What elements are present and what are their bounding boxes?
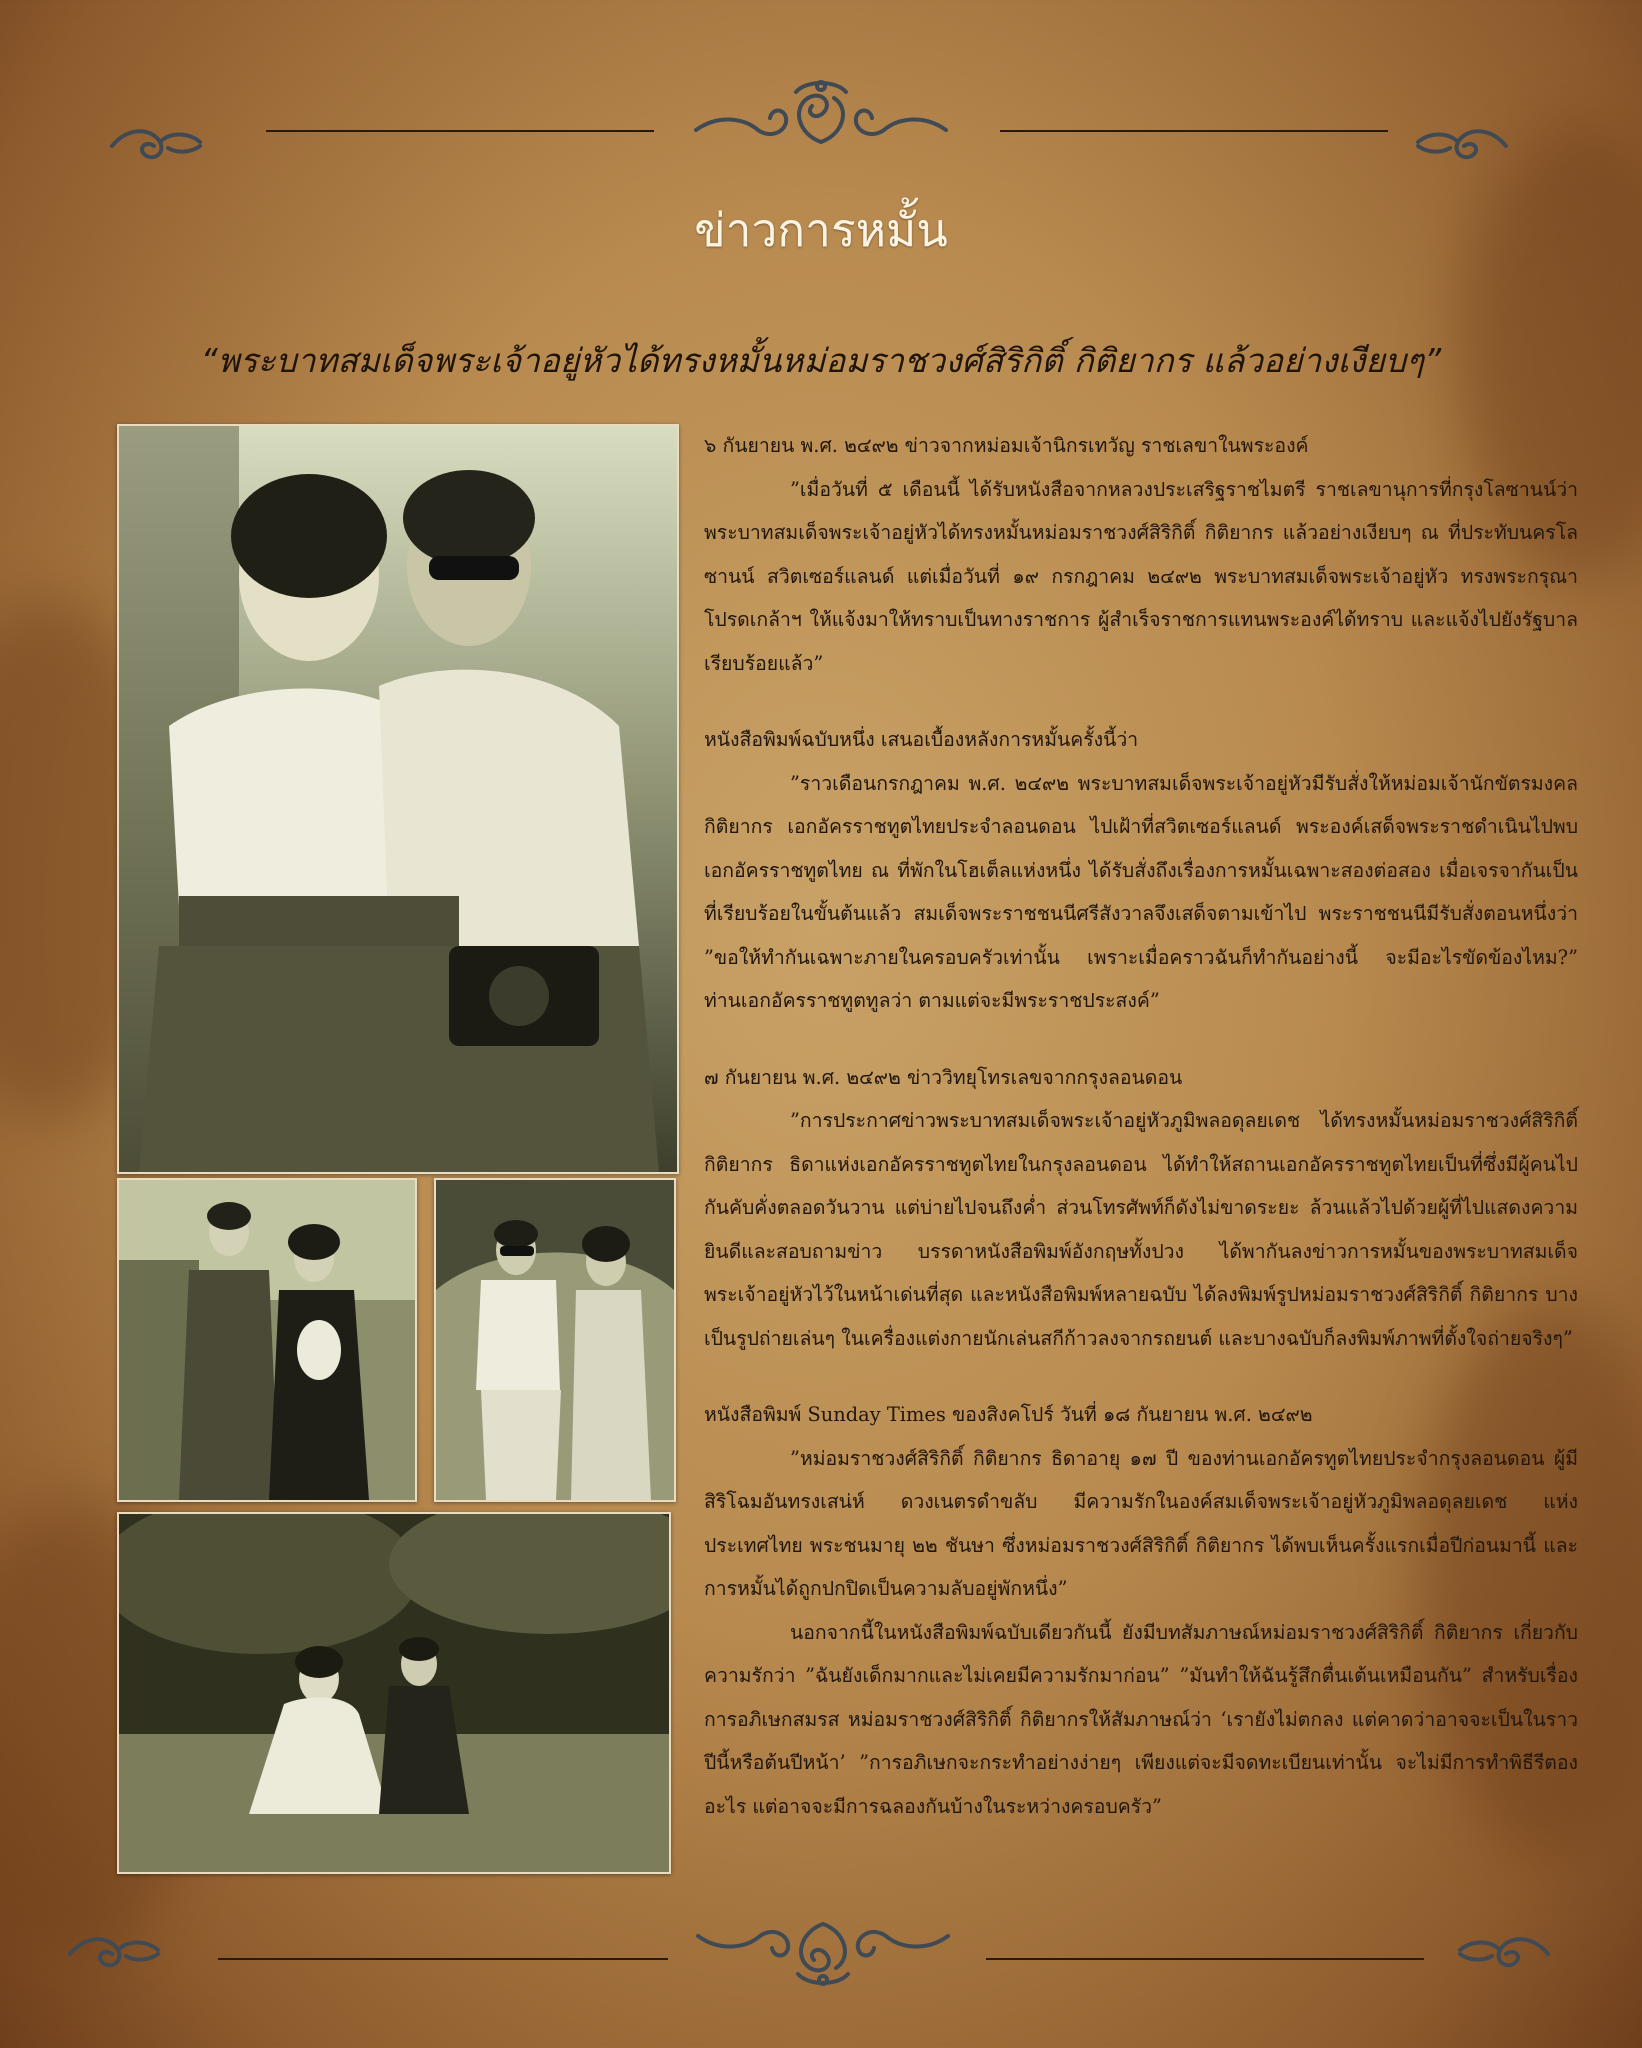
divider-line bbox=[1000, 130, 1388, 132]
photo-couple-sitting-on-grass bbox=[117, 1512, 671, 1874]
divider-line bbox=[218, 1958, 668, 1960]
section-paragraph: ”หม่อมราชวงศ์สิริกิติ์ กิติยากร ธิดาอายุ ๑๗ ปี ของท่านเอกอัครทูตไทยประจำกรุงลอนดอน ผู้มีสิริโฉมอันทรงเสน่ห์ ดวงเนตรดำขลับ มีความรักในองค์สมเด็จพระเจ้าอยู่หัวภูมิพลอดุลยเดช แห่งประเทศไทย พระชนมายุ ๒๒ ชันษา ซึ่งหม่อมราชวงศ์สิริกิติ์ กิติยากร ได้พบเห็นครั้งแรกเมื่อปีก่อนมานี้ และการหมั้นได้ถูกปกปิดเป็นความลับอยู่พักหนึ่ง” bbox=[704, 1446, 1578, 1600]
section-paragraph: ”ราวเดือนกรกฎาคม พ.ศ. ๒๔๙๒ พระบาทสมเด็จพระเจ้าอยู่หัวมีรับสั่งให้หม่อมเจ้านักขัตรมงคล กิติยากร เอกอัครราชทูตไทยประจำลอนดอน ไปเฝ้าที่สวิตเซอร์แลนด์ พระองค์เสด็จพระราชดำเนินไปพบเอกอัครราชทูตไทย ณ ที่พักในโฮเต็ลแห่งหนึ่ง ได้รับสั่งถึงเรื่องการหมั้นเฉพาะสองต่อสอง เมื่อเจรจากันเป็นที่เรียบร้อยในขั้นต้นแล้ว สมเด็จพระราชชนนีศรีสังวาลจึงเสด็จตามเข้าไป พระราชชนนีมีรับสั่งตอนหนึ่งว่า ”ขอให้ทำกันเฉพาะภายในครอบครัวเท่านั้น เพราะเมื่อคราวฉันก็ทำกันอย่างนี้ จะมีอะไรขัดข้องไหม?” ท่านเอกอัครราชทูตทูลว่า ตามแต่จะมีพระราชประสงค์” bbox=[704, 771, 1578, 1012]
section-paragraph: นอกจากนี้ในหนังสือพิมพ์ฉบับเดียวกันนี้ ยังมีบทสัมภาษณ์หม่อมราชวงศ์สิริกิติ์ กิติยากร เกี่ยวกับความรักว่า ”ฉันยังเด็กมากและไม่เคยมีความรักมาก่อน” ”มันทำให้ฉันรู้สึกตื่นเต้นเหมือนกัน” สำหรับเรื่องการอภิเษกสมรส หม่อมราชวงศ์สิริกิติ์ กิติยากรให้สัมภาษณ์ว่า ‘เรายังไม่ตกลง แต่คาดว่าอาจจะเป็นในราวปีนี้หรือต้นปีหน้า’ ”การอภิเษกจะกระทำอย่างง่ายๆ เพียงแต่จะมีจดทะเบียนเท่านั้น จะไม่มีการทำพิธีรีตองอะไร แต่อาจจะมีการฉลองกันบ้างในระหว่างครอบครัว” bbox=[704, 1620, 1578, 1818]
corner-flourish-icon bbox=[66, 1926, 162, 1978]
center-flourish-icon bbox=[688, 74, 954, 148]
news-section bbox=[704, 718, 1578, 1023]
photo-couple-standing-outdoors bbox=[434, 1178, 676, 1502]
divider-line bbox=[266, 130, 654, 132]
section-heading: หนังสือพิมพ์ Sunday Times ของสิงคโปร์ วันที่ ๑๘ กันยายน พ.ศ. ๒๔๙๒ bbox=[704, 1403, 1313, 1426]
divider-line bbox=[986, 1958, 1424, 1960]
section-paragraph: ”การประกาศข่าวพระบาทสมเด็จพระเจ้าอยู่หัวภูมิพลอดุลยเดช ได้ทรงหมั้นหม่อมราชวงศ์สิริกิติ์ กิติยากร ธิดาแห่งเอกอัครราชทูตไทยในกรุงลอนดอน ได้ทำให้สถานเอกอัครราชทูตไทยเป็นที่ซึ่งมีผู้คนไปกันคับคั่งตลอดวันวาน แต่บ่ายไปจนถึงค่ำ ส่วนโทรศัพท์ก็ดังไม่ขาดระยะ ล้วนแล้วไปด้วยผู้ที่ไปแสดงความยินดีและสอบถามข่าว บรรดาหนังสือพิมพ์อังกฤษทั้งปวง ได้พากันลงข่าวการหมั้นของพระบาทสมเด็จพระเจ้าอยู่หัวไว้ในหน้าเด่นที่สุด และหนังสือพิมพ์หลายฉบับ ได้ลงพิมพ์รูปหม่อมราชวงศ์สิริกิติ์ กิติยากร บางเป็นรูปถ่ายเล่นๆ ในเครื่องแต่งกายนักเล่นสกีก้าวลงจากรถยนต์ และบางฉบับก็ลงพิมพ์ภาพที่ตั้งใจถ่ายจริงๆ” bbox=[704, 1109, 1578, 1350]
photo-couple-standing-with-dog bbox=[117, 1178, 417, 1502]
corner-flourish-icon bbox=[108, 118, 204, 170]
page-subtitle: “พระบาทสมเด็จพระเจ้าอยู่หัวได้ทรงหมั้นหม่อมราชวงศ์สิริกิติ์ กิติยากร แล้วอย่างเงียบๆ” bbox=[200, 341, 1442, 380]
news-section bbox=[704, 1393, 1578, 1828]
section-heading: ๗ กันยายน พ.ศ. ๒๔๙๒ ข่าววิทยุโทรเลขจากกรุงลอนดอน bbox=[704, 1065, 1183, 1089]
corner-flourish-icon bbox=[1456, 1926, 1552, 1978]
news-section bbox=[704, 424, 1578, 685]
article-body bbox=[704, 424, 1578, 1861]
section-heading: หนังสือพิมพ์ฉบับหนึ่ง เสนอเบื้องหลังการหมั้นครั้งนี้ว่า bbox=[704, 728, 1139, 751]
section-heading: ๖ กันยายน พ.ศ. ๒๔๙๒ ข่าวจากหม่อมเจ้านิกรเทวัญ ราชเลขาในพระองค์ bbox=[704, 434, 1309, 457]
photo-couple-seated-camera bbox=[117, 424, 679, 1174]
page-title: ข่าวการหมั้น bbox=[694, 203, 948, 257]
center-flourish-icon bbox=[690, 1918, 956, 1992]
corner-flourish-icon bbox=[1414, 118, 1510, 170]
section-paragraph: ”เมื่อวันที่ ๕ เดือนนี้ ได้รับหนังสือจากหลวงประเสริฐราชไมตรี ราชเลขานุการที่กรุงโลซานน์ว่า พระบาทสมเด็จพระเจ้าอยู่หัวได้ทรงหมั้นหม่อมราชวงศ์สิริกิติ์ กิติยากร แล้วอย่างเงียบๆ ณ ที่ประทับนครโลซานน์ สวิตเซอร์แลนด์ แต่เมื่อวันที่ ๑๙ กรกฎาคม ๒๔๙๒ พระบาทสมเด็จพระเจ้าอยู่หัว ทรงพระกรุณาโปรดเกล้าฯ ให้แจ้งมาให้ทราบเป็นทางราชการ ผู้สำเร็จราชการแทนพระองค์ได้ทราบ และแจ้งไปยังรัฐบาลเรียบร้อยแล้ว” bbox=[704, 477, 1578, 675]
news-section bbox=[704, 1056, 1578, 1361]
